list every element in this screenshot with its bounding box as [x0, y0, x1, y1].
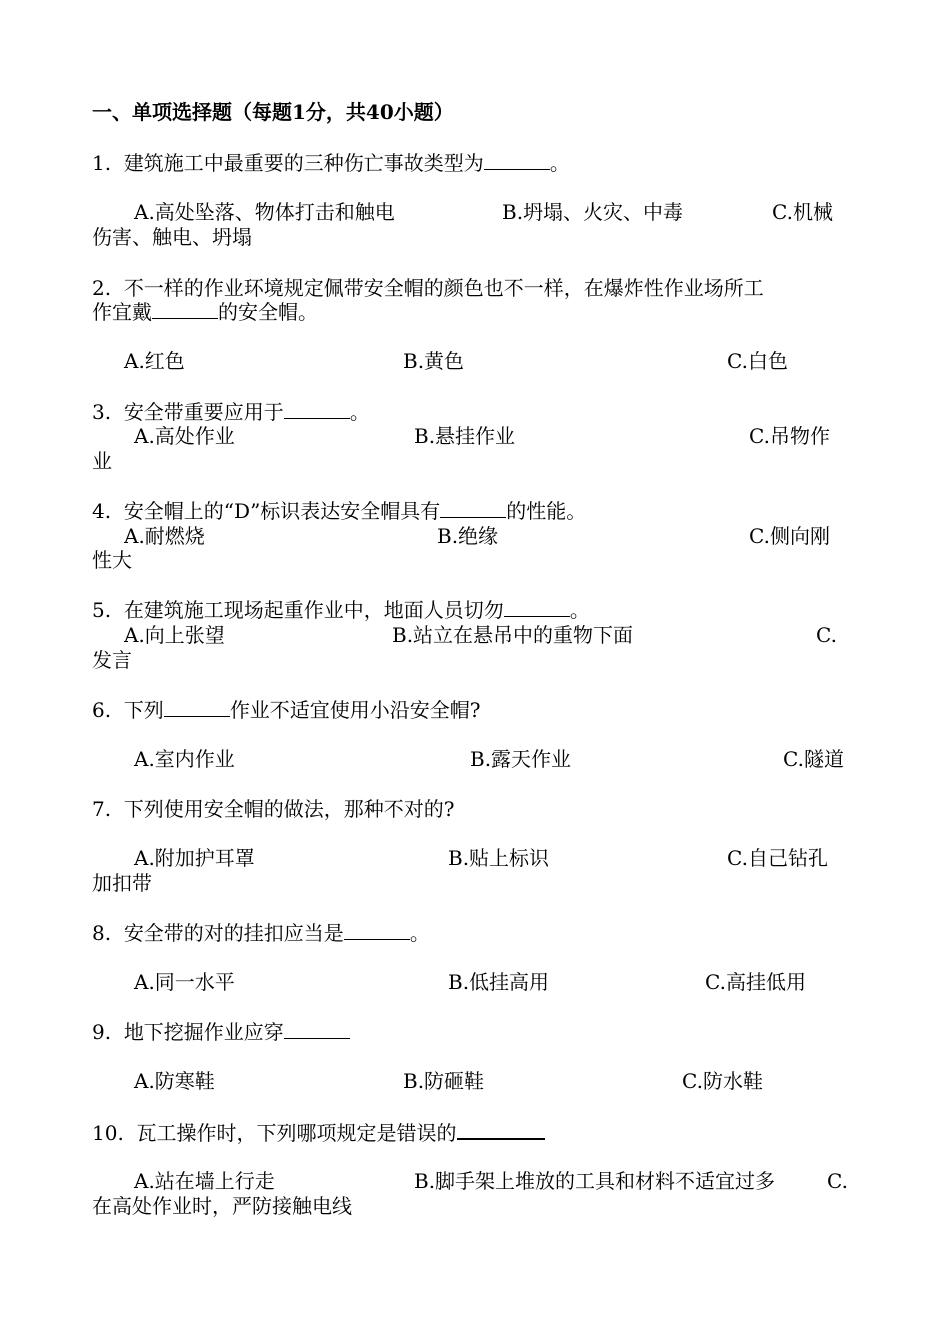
option-c-wrap: 在高处作业时，严防接触电线 — [92, 1194, 352, 1218]
question-number: 3. — [92, 400, 112, 424]
answer-blank — [284, 1020, 350, 1039]
answer-blank — [284, 400, 350, 419]
question-text: 下列 — [123, 698, 164, 722]
answer-blank — [484, 151, 550, 170]
question-text: 安全带重要应用于 — [123, 400, 284, 424]
option-b: B.黄色 — [403, 349, 465, 373]
option-a: A.同一水平 — [134, 970, 235, 994]
question-5-stem — [92, 598, 590, 622]
option-c: C.白色 — [727, 349, 788, 373]
question-number: 5. — [92, 598, 112, 622]
option-c: C.自己钻孔 — [727, 846, 828, 870]
section-title: 一、单项选择题（每题1分，共40小题） — [92, 100, 454, 124]
question-text-end: 。 — [569, 598, 590, 622]
option-a: A.室内作业 — [134, 747, 235, 771]
question-6-stem — [92, 698, 481, 722]
question-text: 地下挖掘作业应穿 — [123, 1020, 284, 1044]
option-b: B.贴上标识 — [448, 846, 550, 870]
question-number: 9. — [92, 1020, 112, 1044]
answer-blank — [440, 499, 506, 518]
option-c: C.机械 — [772, 200, 833, 224]
option-b: B.坍塌、火灾、中毒 — [502, 200, 684, 224]
question-text-end: 。 — [409, 921, 430, 945]
option-c-wrap: 性大 — [92, 548, 132, 572]
option-c: C. — [827, 1169, 848, 1193]
question-text: 作宜戴 — [92, 300, 152, 324]
option-b: B.绝缘 — [437, 524, 499, 548]
option-a: A.向上张望 — [124, 623, 225, 647]
question-text: 安全帽上的“D”标识表达安全帽具有 — [123, 499, 441, 523]
question-text-end: 的性能。 — [506, 499, 587, 523]
question-text: 不一样的作业环境规定佩带安全帽的颜色也不一样，在爆炸性作业场所工 — [123, 276, 764, 300]
option-c: C.侧向刚 — [749, 524, 830, 548]
question-number: 1. — [92, 151, 112, 175]
option-c-wrap: 加扣带 — [92, 871, 152, 895]
option-b: B.防砸鞋 — [403, 1069, 485, 1093]
option-a: A.高处坠落、物体打击和触电 — [134, 200, 395, 224]
option-b: B.露天作业 — [470, 747, 572, 771]
question-text: 建筑施工中最重要的三种伤亡事故类型为 — [123, 151, 484, 175]
option-a: A.红色 — [124, 349, 185, 373]
question-text-end: 。 — [349, 400, 370, 424]
option-a: A.高处作业 — [134, 424, 235, 448]
option-c-wrap: 业 — [92, 449, 112, 473]
option-a: A.站在墙上行走 — [134, 1169, 275, 1193]
question-8-stem — [92, 921, 430, 945]
option-c: C.隧道 — [783, 747, 844, 771]
question-text-end: 作业不适宜使用小沿安全帽? — [229, 698, 481, 722]
option-c: C.防水鞋 — [682, 1069, 763, 1093]
question-number: 10. — [92, 1121, 124, 1145]
option-a: A.防寒鞋 — [134, 1069, 215, 1093]
question-number: 6. — [92, 698, 112, 722]
option-a: A.耐燃烧 — [124, 524, 205, 548]
option-b: B.悬挂作业 — [414, 424, 516, 448]
question-7-stem — [92, 797, 455, 821]
question-text: 安全带的对的挂扣应当是 — [123, 921, 344, 945]
option-c: C.吊物作 — [749, 424, 830, 448]
question-10-stem — [92, 1120, 545, 1145]
answer-blank — [457, 1120, 545, 1140]
answer-blank — [164, 698, 230, 717]
answer-blank — [152, 300, 218, 319]
option-c-wrap: 发言 — [92, 648, 132, 672]
option-b: B.站立在悬吊中的重物下面 — [392, 623, 634, 647]
question-text: 瓦工操作时，下列哪项规定是错误的 — [136, 1121, 457, 1145]
option-c: C.高挂低用 — [705, 970, 806, 994]
option-a: A.附加护耳罩 — [134, 846, 255, 870]
question-2-stem — [92, 276, 764, 300]
question-number: 7. — [92, 797, 112, 821]
answer-blank — [344, 921, 410, 940]
option-b: B.脚手架上堆放的工具和材料不适宜过多 — [414, 1169, 776, 1193]
question-text-end: 的安全帽。 — [218, 300, 318, 324]
question-9-stem — [92, 1020, 350, 1044]
question-text: 下列使用安全帽的做法，那种不对的? — [123, 797, 455, 821]
question-text: 在建筑施工现场起重作业中，地面人员切勿 — [123, 598, 504, 622]
question-number: 8. — [92, 921, 112, 945]
question-4-stem — [92, 499, 586, 523]
option-b: B.低挂高用 — [448, 970, 550, 994]
question-number: 2. — [92, 276, 112, 300]
question-text-end: 。 — [549, 151, 570, 175]
question-number: 4. — [92, 499, 112, 523]
option-c: C. — [816, 623, 837, 647]
question-2-stem-line2 — [92, 300, 318, 324]
answer-blank — [504, 598, 570, 617]
option-c-wrap: 伤害、触电、坍塌 — [92, 225, 252, 249]
question-1-stem — [92, 151, 570, 175]
question-3-stem — [92, 400, 370, 424]
